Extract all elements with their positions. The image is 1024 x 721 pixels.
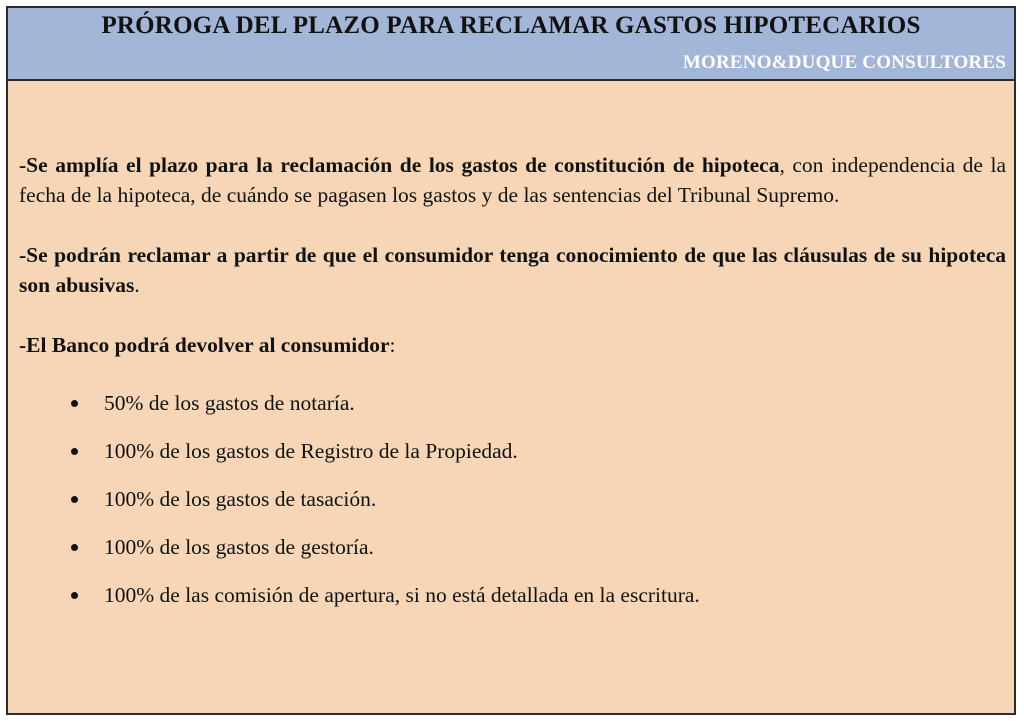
header-banner [8,8,1014,81]
list-item [19,388,1006,436]
list-item-text: 100% de los gastos de gestoría. [104,535,374,559]
refund-list [19,388,1006,628]
list-item-text: 50% de los gastos de notaría. [104,391,355,415]
list-item-text: 100% de los gastos de Registro de la Propiedad. [104,439,518,463]
paragraph-banco [19,330,1006,360]
document-title: PRÓROGA DEL PLAZO PARA RECLAMAR GASTOS HIPOTECARIOS [101,12,921,39]
paragraph-reclamar [19,240,1006,300]
bullet-icon [71,592,78,599]
list-item [19,580,1006,628]
bullet-icon [71,544,78,551]
list-item [19,532,1006,580]
company-name: MORENO&DUQUE CONSULTORES [682,52,1006,73]
document-frame [6,6,1016,715]
list-item-text: 100% de las comisión de apertura, si no está detallada en la escritura. [104,583,700,607]
document-body [19,150,1006,628]
list-item [19,436,1006,484]
paragraph-banco-bold: -El Banco podrá devolver al consumidor [19,333,390,357]
bullet-icon [71,448,78,455]
paragraph-plazo-rest: , con independencia de la fecha de la hipoteca, de cuándo se pagasen los gastos y de las sentencias del Tribunal Supremo. [19,153,1006,207]
paragraph-plazo [19,150,1006,210]
paragraph-plazo-bold: -Se amplía el plazo para la reclamación de los gastos de constitución de hipoteca [19,153,780,177]
paragraph-reclamar-bold: -Se podrán reclamar a partir de que el consumidor tenga conocimiento de que las cláusulas de su hipoteca son abusivas [19,243,1006,297]
bullet-icon [71,496,78,503]
paragraph-banco-rest: : [389,333,396,357]
list-item [19,484,1006,532]
list-item-text: 100% de los gastos de tasación. [104,487,377,511]
bullet-icon [71,400,78,407]
paragraph-reclamar-rest: . [134,273,140,297]
